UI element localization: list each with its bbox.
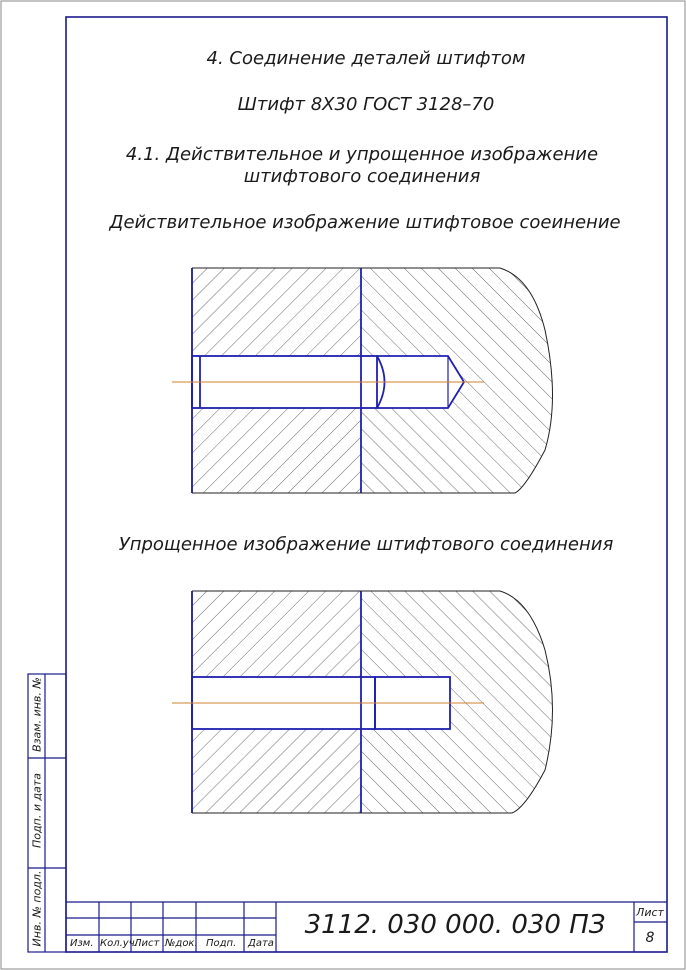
col-sign: Подп. [206,938,237,949]
col-list: Лист [134,938,160,949]
replacement-inv-label: Взам. инв. № [30,677,44,752]
section-title: 4. Соединение деталей штифтом [206,48,526,69]
col-doc-no: №док. [165,938,198,949]
sheet-label: Лист [636,906,664,919]
col-kol-uch: Кол.уч. [100,938,138,949]
caption-actual: Действительное изображение штифтовое соеинение [109,212,621,233]
document-code: 3112. 030 000. 030 ПЗ [304,910,606,940]
simplified-pin-joint-drawing [172,591,553,813]
subsection-title-line1: 4.1. Действительное и упрощенное изображение [125,144,599,165]
inv-original-label: Инв. № подл. [30,870,44,947]
actual-pin-joint-drawing [172,268,553,493]
subsection-title-line2: штифтового соединения [243,166,481,187]
pin-designation: Штифт 8Х30 ГОСТ 3128–70 [237,94,495,115]
col-date: Дата [248,938,274,949]
caption-simplified: Упрощенное изображение штифтового соединения [118,534,614,555]
sheet-number: 8 [645,930,655,946]
sign-date-label: Подп. и дата [30,773,44,848]
col-izm: Изм. [70,938,94,949]
